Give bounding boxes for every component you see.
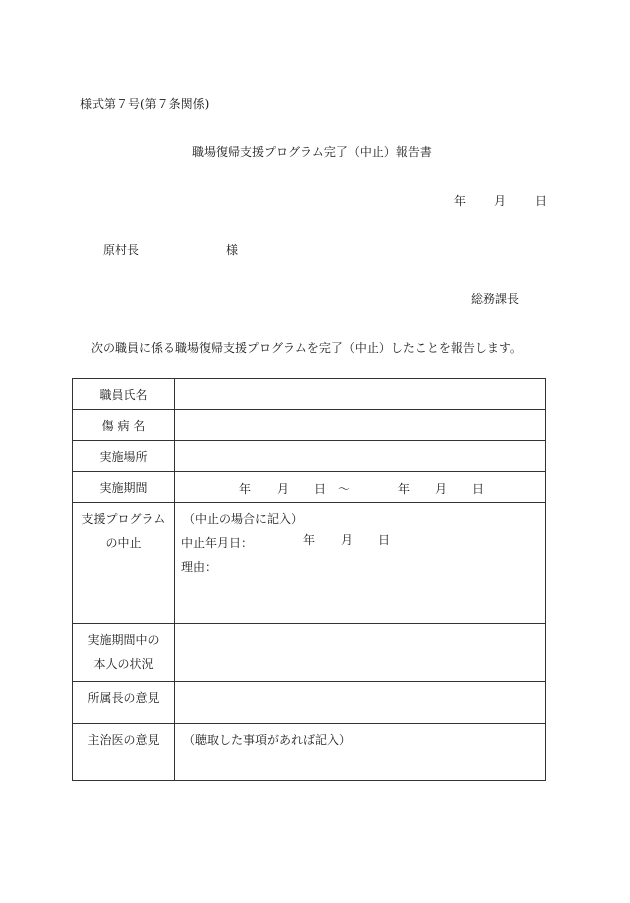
interruption-field[interactable] xyxy=(175,503,546,624)
addressee-name: 原村長 xyxy=(103,243,140,257)
period-end-day: 日 xyxy=(472,482,485,496)
period-end-month: 月 xyxy=(435,482,448,496)
doctor-opinion-field[interactable] xyxy=(175,724,546,781)
period-field[interactable] xyxy=(175,472,546,503)
interruption-month: 月 xyxy=(341,533,354,547)
period-start-month: 月 xyxy=(277,482,290,496)
intro-text: 次の職員に係る職場復帰支援プログラムを完了（中止）したことを報告します。 xyxy=(91,341,522,355)
row-dept-opinion xyxy=(73,682,546,724)
label-period: 実施期間 xyxy=(73,472,175,503)
row-illness xyxy=(73,410,546,441)
report-date xyxy=(454,192,547,209)
label-dept-opinion: 所属長の意見 xyxy=(73,682,175,724)
illness-field[interactable] xyxy=(175,410,546,441)
period-separator: ～ xyxy=(338,482,351,496)
date-year-label: 年 xyxy=(454,194,467,208)
status-field[interactable] xyxy=(175,624,546,682)
row-period xyxy=(73,472,546,503)
period-start-year: 年 xyxy=(239,482,252,496)
label-place: 実施場所 xyxy=(73,441,175,472)
date-day-label: 日 xyxy=(535,194,548,208)
row-doctor-opinion xyxy=(73,724,546,781)
row-place xyxy=(73,441,546,472)
label-status: 実施期間中の 本人の状況 xyxy=(73,624,175,682)
form-number: 様式第７号(第７条関係) xyxy=(80,97,210,111)
label-interruption: 支援プログラム の中止 xyxy=(73,503,175,624)
report-table xyxy=(72,378,546,781)
addressee-honorific: 様 xyxy=(226,243,239,257)
row-employee-name xyxy=(73,379,546,410)
dept-opinion-field[interactable] xyxy=(175,682,546,724)
label-illness: 傷 病 名 xyxy=(73,410,175,441)
sender: 総務課長 xyxy=(471,292,520,306)
row-interruption xyxy=(73,503,546,624)
place-field[interactable] xyxy=(175,441,546,472)
interruption-reason-label: 理由： xyxy=(181,560,218,574)
label-employee-name: 職員氏名 xyxy=(73,379,175,410)
interruption-year: 年 xyxy=(303,533,316,547)
interruption-date-label: 中止年月日： xyxy=(181,536,254,550)
date-month-label: 月 xyxy=(494,194,507,208)
row-status xyxy=(73,624,546,682)
employee-name-field[interactable] xyxy=(175,379,546,410)
page-title: 職場復帰支援プログラム完了（中止）報告書 xyxy=(192,145,432,159)
interruption-note: （中止の場合に記入） xyxy=(183,512,304,526)
interruption-day: 日 xyxy=(378,533,391,547)
label-doctor-opinion: 主治医の意見 xyxy=(73,724,175,781)
period-end-year: 年 xyxy=(398,482,411,496)
period-start-day: 日 xyxy=(314,482,327,496)
doctor-opinion-note: （聴取した事項があれば記入） xyxy=(183,733,352,747)
